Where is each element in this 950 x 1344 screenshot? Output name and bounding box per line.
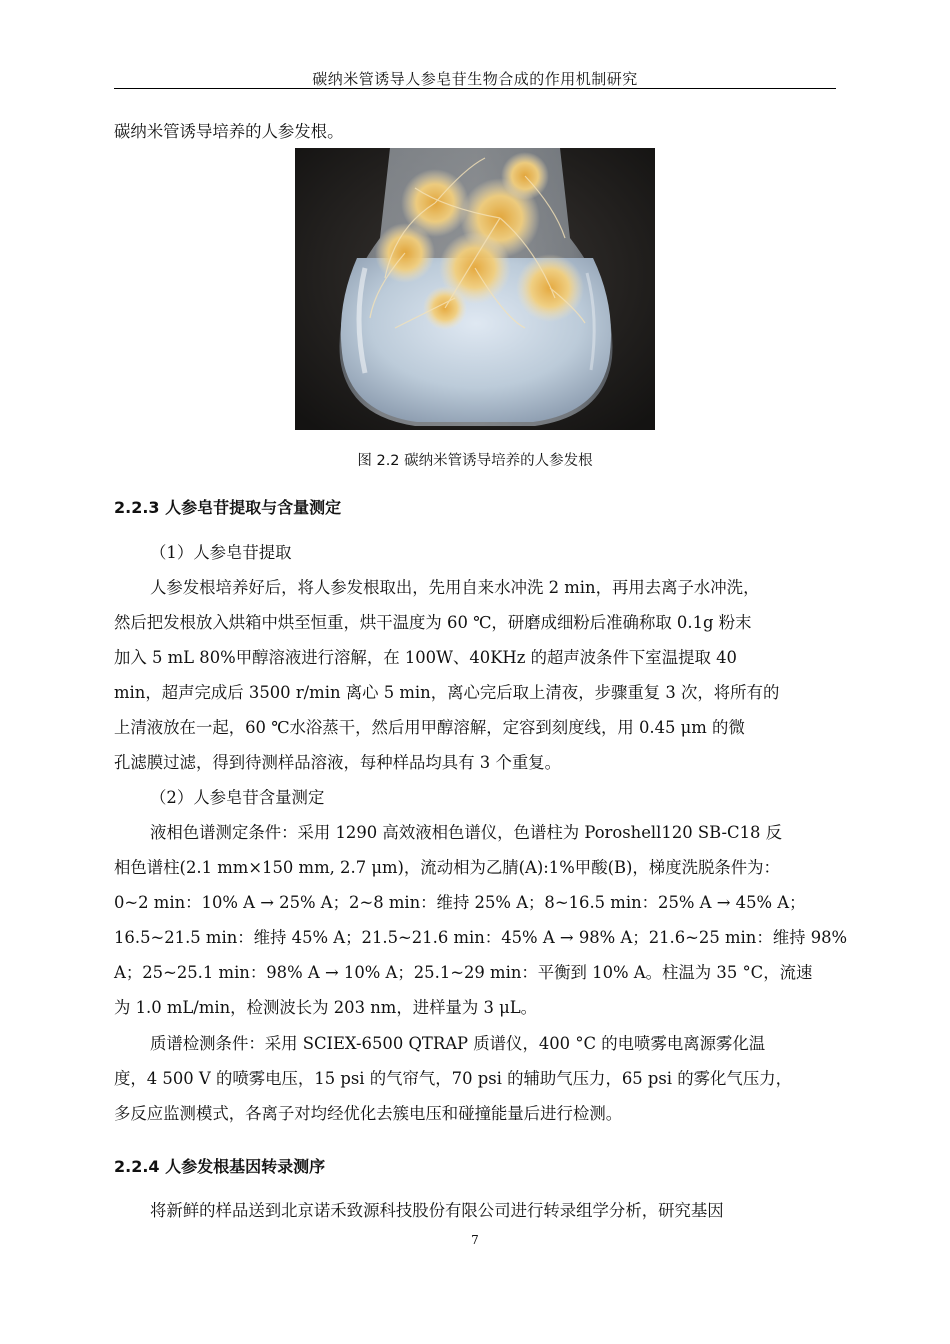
paragraph-line: 度，4 500 V 的喷雾电压，15 psi 的气帘气，70 psi 的辅助气压力，65 psi 的雾化气压力， xyxy=(114,1069,792,1088)
paragraph-line: 上清液放在一起，60 ℃水浴蒸干，然后用甲醇溶解，定容到刻度线，用 0.45 μm 的微 xyxy=(114,718,745,737)
intro-line: 碳纳米管诱导培养的人参发根。 xyxy=(114,122,344,141)
figure-caption: 图 2.2 碳纳米管诱导培养的人参发根 xyxy=(357,453,593,469)
paragraph-line: 孔滤膜过滤，得到待测样品溶液，每种样品均具有 3 个重复。 xyxy=(114,753,562,772)
subheading-content-determination: （2）人参皂苷含量测定 xyxy=(150,788,325,807)
paragraph-line: min，超声完成后 3500 r/min 离心 5 min，离心完后取上清夜，步骤重复 3 次，将所有的 xyxy=(114,683,780,702)
header-rule xyxy=(114,88,836,89)
paragraph-line: 然后把发根放入烘箱中烘至恒重，烘干温度为 60 ℃，研磨成细粉后准确称取 0.1g 粉末 xyxy=(114,613,752,632)
paragraph-line: 液相色谱测定条件：采用 1290 高效液相色谱仪，色谱柱为 Poroshell120 SB-C18 反 xyxy=(150,823,783,842)
paragraph-line: 多反应监测模式，各离子对均经优化去簇电压和碰撞能量后进行检测。 xyxy=(114,1104,623,1123)
paragraph-line: 0~2 min：10% A → 25% A；2~8 min：维持 25% A；8~16.5 min：25% A → 45% A； xyxy=(114,893,806,912)
section-heading-2-2-3: 2.2.3 人参皂苷提取与含量测定 xyxy=(114,498,342,517)
subheading-extraction: （1）人参皂苷提取 xyxy=(150,543,292,562)
paragraph-line: 将新鲜的样品送到北京诺禾致源科技股份有限公司进行转录组学分析，研究基因 xyxy=(150,1201,724,1220)
paragraph-line: 人参发根培养好后，将人参发根取出，先用自来水冲洗 2 min，再用去离子水冲洗， xyxy=(150,578,760,597)
paragraph-line: 质谱检测条件：采用 SCIEX-6500 QTRAP 质谱仪，400 °C 的电喷雾电离源雾化温 xyxy=(150,1034,766,1053)
paragraph-line: 16.5~21.5 min：维持 45% A；21.5~21.6 min：45% A → 98% A；21.6~25 min：维持 98% xyxy=(114,928,848,947)
section-heading-2-2-4: 2.2.4 人参发根基因转录测序 xyxy=(114,1157,326,1176)
paragraph-line: 为 1.0 mL/min，检测波长为 203 nm，进样量为 3 μL。 xyxy=(114,998,538,1017)
paragraph-line: A；25~25.1 min：98% A → 10% A；25.1~29 min：平衡到 10% A。柱温为 35 °C，流速 xyxy=(114,963,813,982)
running-header: 碳纳米管诱导人参皂苷生物合成的作用机制研究 xyxy=(312,70,638,88)
paragraph-line: 加入 5 mL 80%甲醇溶液进行溶解，在 100W、40KHz 的超声波条件下室温提取 40 xyxy=(114,648,737,667)
page-number: 7 xyxy=(471,1233,479,1247)
hairy-root-flask-photo xyxy=(295,148,655,430)
paragraph-line: 相色谱柱(2.1 mm×150 mm, 2.7 μm)，流动相为乙腈(A):1%甲酸(B)，梯度洗脱条件为： xyxy=(114,858,780,877)
